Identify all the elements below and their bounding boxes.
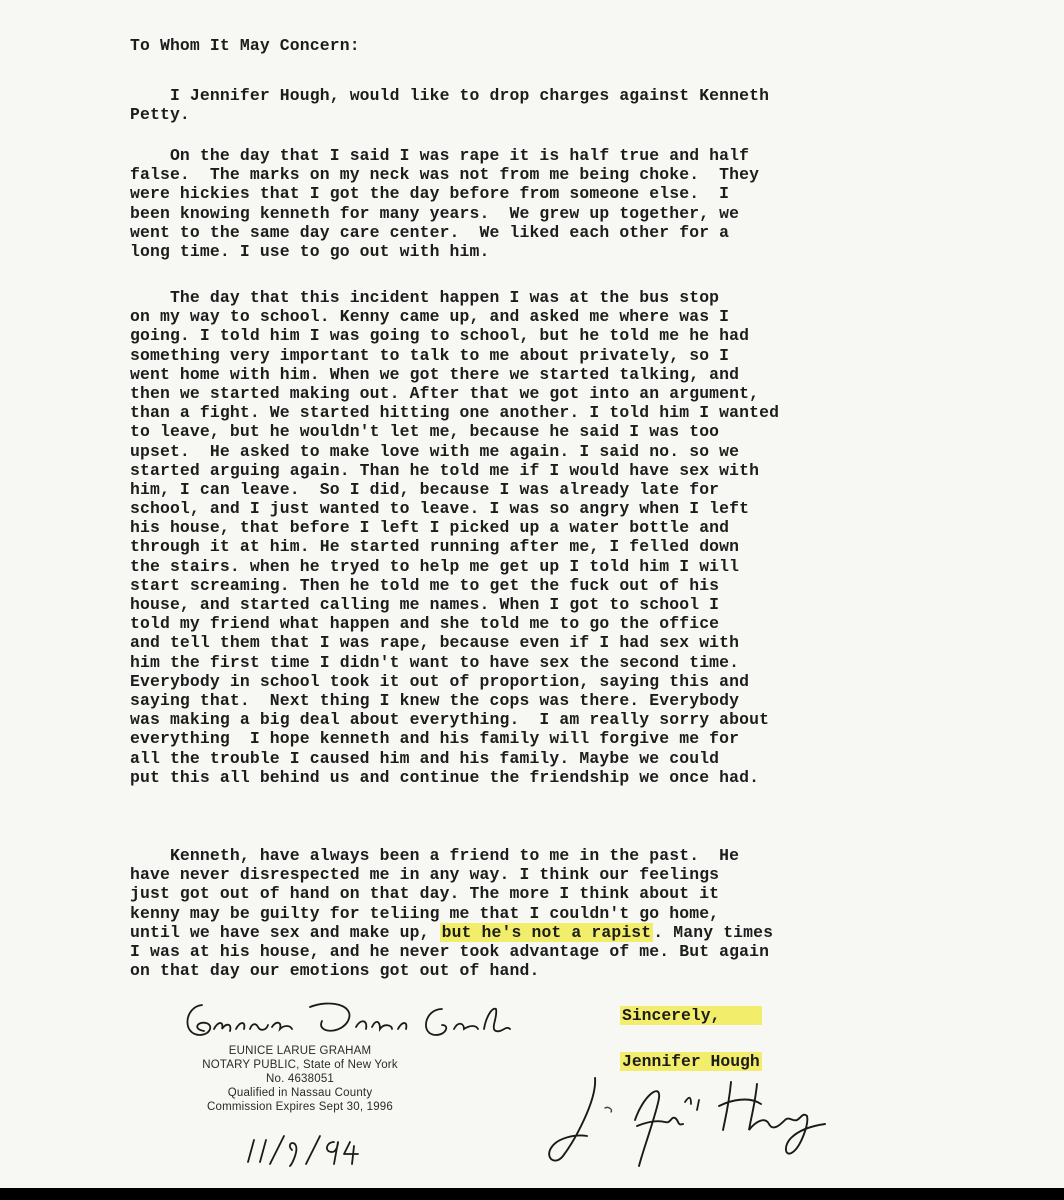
text-line: were hickies that I got the day before from someone else. I: [130, 184, 730, 204]
closing-salutation: Sincerely,: [620, 1006, 762, 1025]
text-line: him, I can leave. So I did, because I was already late for: [130, 479, 720, 499]
author-name: Jennifer Hough: [622, 1052, 760, 1071]
text-line: put this all behind us and continue the friendship we once had.: [130, 767, 760, 787]
text-line: long time. I use to go out with him.: [130, 241, 490, 261]
text-line: told my friend what happen and she told me to go the office: [130, 614, 720, 634]
text-line: The day that this incident happen I was at the bus stop: [130, 288, 720, 307]
salutation: To Whom It May Concern:: [130, 36, 360, 55]
text-line: Kenneth, have always been a friend to me in the past. He: [130, 846, 740, 865]
text-line: house, and started calling me names. When I got to school I: [130, 595, 720, 614]
text-line: on my way to school. Kenny came up, and asked me where was I: [130, 307, 730, 327]
text-line: been knowing kenneth for many years. We grew up together, we: [130, 203, 740, 223]
text-line: something very important to talk to me about privately, so I: [130, 345, 730, 365]
text-line: all the trouble I caused him and his family. Maybe we could: [130, 748, 720, 768]
text-line: him the first time I didn't want to have sex the second time.: [130, 652, 740, 672]
text-line: then we started making out. After that we got into an argument,: [130, 383, 760, 403]
notary-stamp-line: Qualified in Nassau County: [227, 1087, 373, 1099]
text-line: went to the same day care center. We liked each other for a: [130, 222, 730, 242]
notary-stamp-line: No. 4638051: [265, 1073, 335, 1085]
text-line: going. I told him I was going to school, but he told me he had: [130, 326, 750, 346]
handwritten-date: [240, 1128, 370, 1170]
text-segment: until we have sex and make up,: [130, 922, 440, 942]
text-line: his house, that before I left I picked up a water bottle and: [130, 518, 730, 538]
text-line: everything I hope kenneth and his family will forgive me for: [130, 729, 740, 749]
text-line: was making a big deal about everything. I am really sorry about: [130, 710, 770, 730]
text-line: started arguing again. Than he told me if I would have sex with: [130, 460, 760, 480]
paragraph-1: [130, 86, 769, 124]
highlighted-phrase: but he's not a rapist: [441, 922, 652, 942]
text-line: on that day our emotions got out of hand.: [130, 961, 540, 981]
text-line: kenny may be guilty for teliing me that I couldn't go home,: [130, 903, 720, 923]
text-segment: . Many times: [653, 922, 774, 942]
paragraph-3: [130, 288, 779, 806]
author-signature: [535, 1060, 835, 1170]
spacer: [620, 1025, 762, 1052]
bottom-bar: [0, 1188, 1064, 1200]
notary-signature: [180, 995, 520, 1045]
notary-stamp-line: NOTARY PUBLIC, State of New York: [202, 1059, 398, 1071]
notary-stamp-line: EUNICE LARUE GRAHAM: [228, 1045, 372, 1057]
text-line: upset. He asked to make love with me again. I said no. so we: [130, 441, 740, 461]
text-line: I was at his house, and he never took advantage of me. But again: [130, 941, 770, 961]
notary-stamp: [165, 1044, 435, 1114]
notary-stamp-line: Commission Expires Sept 30, 1996: [206, 1101, 393, 1113]
text-line: and tell them that I was rape, because even if I had sex with: [130, 633, 740, 653]
text-line: school, and I just wanted to leave. I was so angry when I left: [130, 499, 750, 519]
text-line: Everybody in school took it out of proportion, saying this and: [130, 671, 750, 691]
paragraph-2: [130, 146, 759, 261]
text-line: the stairs. when he tryed to help me get up I told him I will: [130, 556, 740, 576]
text-line: [130, 787, 779, 806]
text-line: to leave, but he wouldn't let me, because he said I was too: [130, 422, 720, 442]
text-line: through it at him. He started running after me, I felled down: [130, 537, 740, 557]
text-line: I Jennifer Hough, would like to drop charges against Kenneth: [130, 86, 770, 105]
text-line: just got out of hand on that day. The more I think about it: [130, 884, 720, 904]
text-line: Petty.: [130, 105, 190, 125]
text-line: false. The marks on my neck was not from me being choke. They: [130, 165, 760, 185]
text-line: saying that. Next thing I knew the cops was there. Everybody: [130, 690, 740, 710]
text-line: start screaming. Then he told me to get the fuck out of his: [130, 575, 720, 595]
highlighted-text-line: [130, 923, 773, 942]
text-line: On the day that I said I was rape it is half true and half: [130, 146, 750, 165]
paragraph-4: [130, 846, 773, 980]
text-line: have never disrespected me in any way. I think our feelings: [130, 865, 720, 885]
text-line: went home with him. When we got there we started talking, and: [130, 364, 740, 384]
text-line: than a fight. We started hitting one another. I told him I wanted: [130, 403, 780, 423]
